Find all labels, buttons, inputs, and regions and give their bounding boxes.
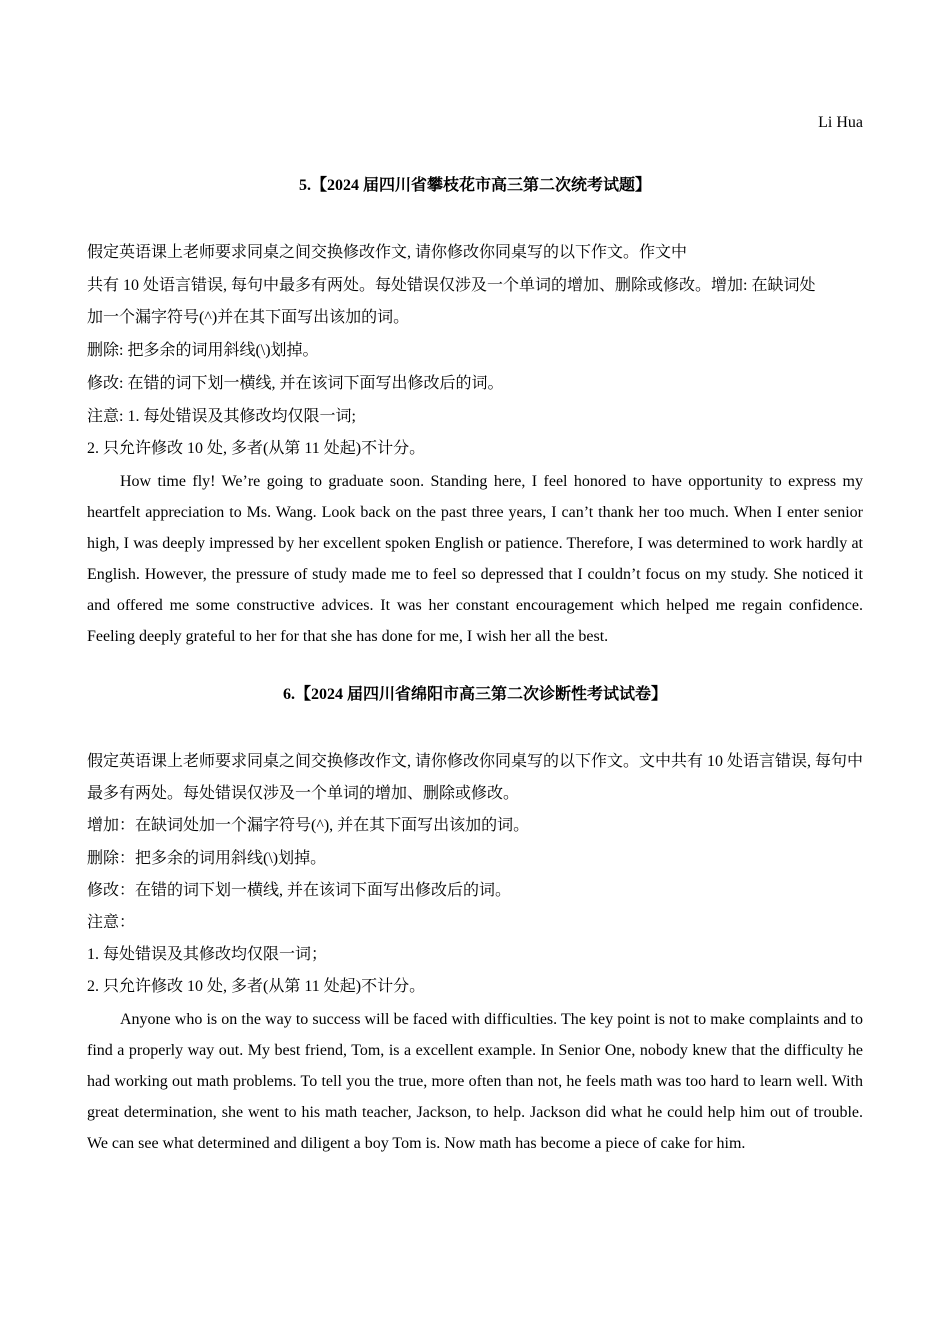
instruction-line: 修改：在错的词下划一横线, 并在该词下面写出修改后的词。 [87, 881, 512, 899]
instruction-line: 注意： [87, 914, 136, 932]
instruction-line: 2. 只允许修改 10 处, 多者(从第 11 处起)不计分。 [87, 978, 426, 996]
section-6-essay: Anyone who is on the way to success will be faced with difficulties. The key point is not to make complaints and to find a properly way out. My best friend, Tom, is a excellent example. In Senior One, nobody knew that the difficulty he had working out math problems. To tell you the true, more often than not, he feels math was too hard to learn well. With great determination, she went to his math teacher, Jackson, to help. Jackson did what he could help him out of trouble. We can see what determined and diligent a boy Tom is. Now math has become a piece of cake for him. [87, 1010, 863, 1152]
instruction-line: 注意: 1. 每处错误及其修改均仅限一词; [87, 407, 356, 425]
section-6-heading: 6.【2024 届四川省绵阳市高三第二次诊断性考试试卷】 [282, 686, 667, 703]
section-5-instructions [87, 237, 863, 466]
instruction-line: 删除: 把多余的词用斜线(\)划掉。 [87, 342, 319, 360]
instruction-line: 假定英语课上老师要求同桌之间交换修改作文, 请你修改你同桌写的以下作文。作文中 [87, 244, 688, 261]
signature: Li Hua [818, 114, 863, 131]
instruction-line: 加一个漏字符号(^)并在其下面写出该加的词。 [87, 309, 410, 327]
section-6 [87, 684, 863, 1159]
instruction-line: 修改: 在错的词下划一横线, 并在该词下面写出修改后的词。 [87, 374, 504, 392]
instruction-line: 1. 每处错误及其修改均仅限一词； [87, 946, 328, 964]
instruction-line: 2. 只允许修改 10 处, 多者(从第 11 处起)不计分。 [87, 440, 426, 458]
instruction-line: 假定英语课上老师要求同桌之间交换修改作文, 请你修改你同桌写的以下作文。文中共有 10 处语言错误, 每句中最多有两处。每处错误仅涉及一个单词的增加、删除或修改。 [87, 753, 864, 803]
section-5-heading: 5.【2024 届四川省攀枝花市高三第二次统考试题】 [298, 177, 651, 194]
instruction-line: 增加：在缺词处加一个漏字符号(^), 并在其下面写出该加的词。 [87, 817, 530, 835]
section-5-essay: How time fly! We’re going to graduate soon. Standing here, I feel honored to have opportunity to express my heartfelt appreciation to Ms. Wang. Look back on the past three years, I can’t thank her too much. When I enter senior high, I was deeply impressed by her excellent spoken English or patience. Therefore, I was determined to work hardly at English. However, the pressure of study made me to feel so depressed that I couldn’t focus on my study. She noticed it and offered me some constructive advices. It was her constant encouragement which helped me regain confidence. Feeling deeply grateful to her for that she has done for me, I wish her all the best. [87, 472, 863, 645]
instruction-line: 删除：把多余的词用斜线(\)划掉。 [87, 849, 327, 867]
instruction-line: 共有 10 处语言错误, 每句中最多有两处。每处错误仅涉及一个单词的增加、删除或修改。增加: 在缺词处 [87, 276, 816, 294]
section-6-instructions [87, 746, 863, 1004]
section-5 [87, 175, 863, 652]
